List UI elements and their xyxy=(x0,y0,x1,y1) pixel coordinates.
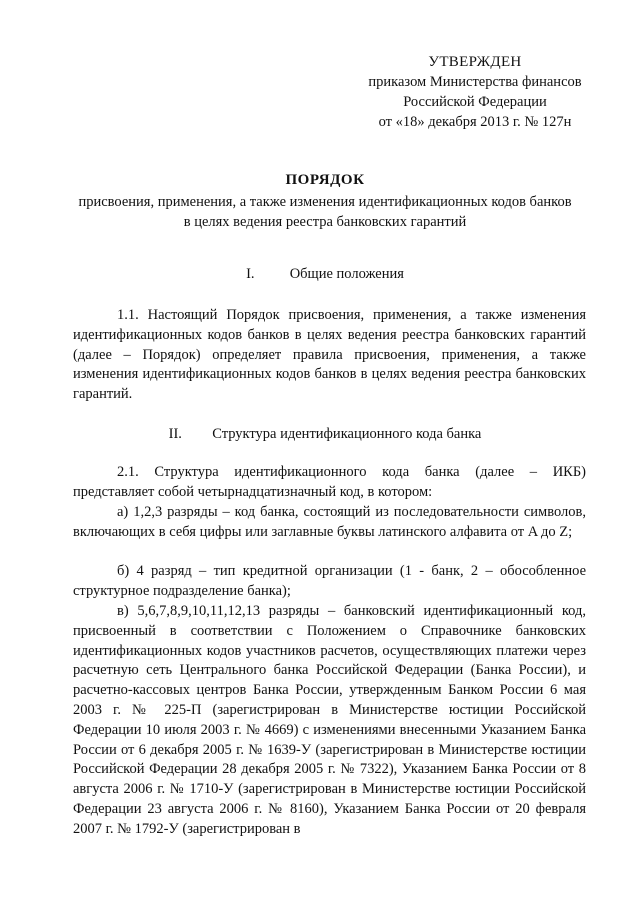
subtitle-line-1: присвоения, применения, а также изменения идентификационных кодов банков xyxy=(78,194,572,210)
approval-country-line: Российской Федерации xyxy=(403,94,547,110)
paragraph-c: в) 5,6,7,8,9,10,11,12,13 разряды – банковский идентификационный код, присвоенный в соответствии с Положением о Справочнике банковских идентификационных кодов участников расчетов, осуществляющих платежи через расчетную сеть Центрального банка Российской Федерации (Банка России), и расчетно-кассовых центров Банка России, утвержденным Банком России 6 мая 2003 г. № 225-П (зарегистрирован в Министерстве юстиции Российской Федерации 10 июля 2003 г. № 4669) с изменениями внесенными Указанием Банка России от 6 декабря 2005 г. № 1639-У (зарегистрирован в Министерстве юстиции Российской Федерации 28 декабря 2005 г. № 7322), Указанием Банка России от 8 августа 2006 г. № 1710-У (зарегистрирован в Министерстве юстиции Российской Федерации 23 августа 2006 г. № 8160), Указанием Банка России от 20 февраля 2007 г. № 1792-У (зарегистрирован в xyxy=(73,603,586,837)
section-number: II. xyxy=(168,426,182,442)
subtitle-line-2: в целях ведения реестра банковских гарантий xyxy=(183,214,467,230)
approval-date-line: от «18» декабря 2013 г. № 127н xyxy=(378,114,572,130)
paragraph-2-1: 2.1. Структура идентификационного кода банка (далее – ИКБ) представляет собой четырнадцатизначный код, в котором: xyxy=(73,464,586,500)
paragraph-b: б) 4 разряд – тип кредитной организации (1 - банк, 2 – обособленное структурное подразделение банка); xyxy=(73,563,586,599)
paragraph-1-1: 1.1. Настоящий Порядок присвоения, применения, а также изменения идентификационных кодов банков в целях ведения реестра банковских гарантий (далее – Порядок) определяет правила присвоения, применения, а также изменения идентификационных кодов банков в целях ведения реестра банковских гарантий. xyxy=(73,307,586,403)
section-number: I. xyxy=(246,266,255,282)
section-heading-2 xyxy=(60,424,590,444)
section-heading-1 xyxy=(60,264,590,284)
approval-stamp xyxy=(330,52,620,132)
section-title: Структура идентификационного кода банка xyxy=(212,426,482,442)
section-title: Общие положения xyxy=(289,266,404,282)
paragraph-a: а) 1,2,3 разряды – код банка, состоящий из последовательности символов, включающих в себя цифры или заглавные буквы латинского алфавита от A до Z; xyxy=(73,504,586,540)
document-subtitle xyxy=(60,192,590,232)
approval-heading: УТВЕРЖДЕН xyxy=(428,54,522,70)
document-title: ПОРЯДОК xyxy=(285,172,365,188)
approval-order-line: приказом Министерства финансов xyxy=(368,74,582,90)
